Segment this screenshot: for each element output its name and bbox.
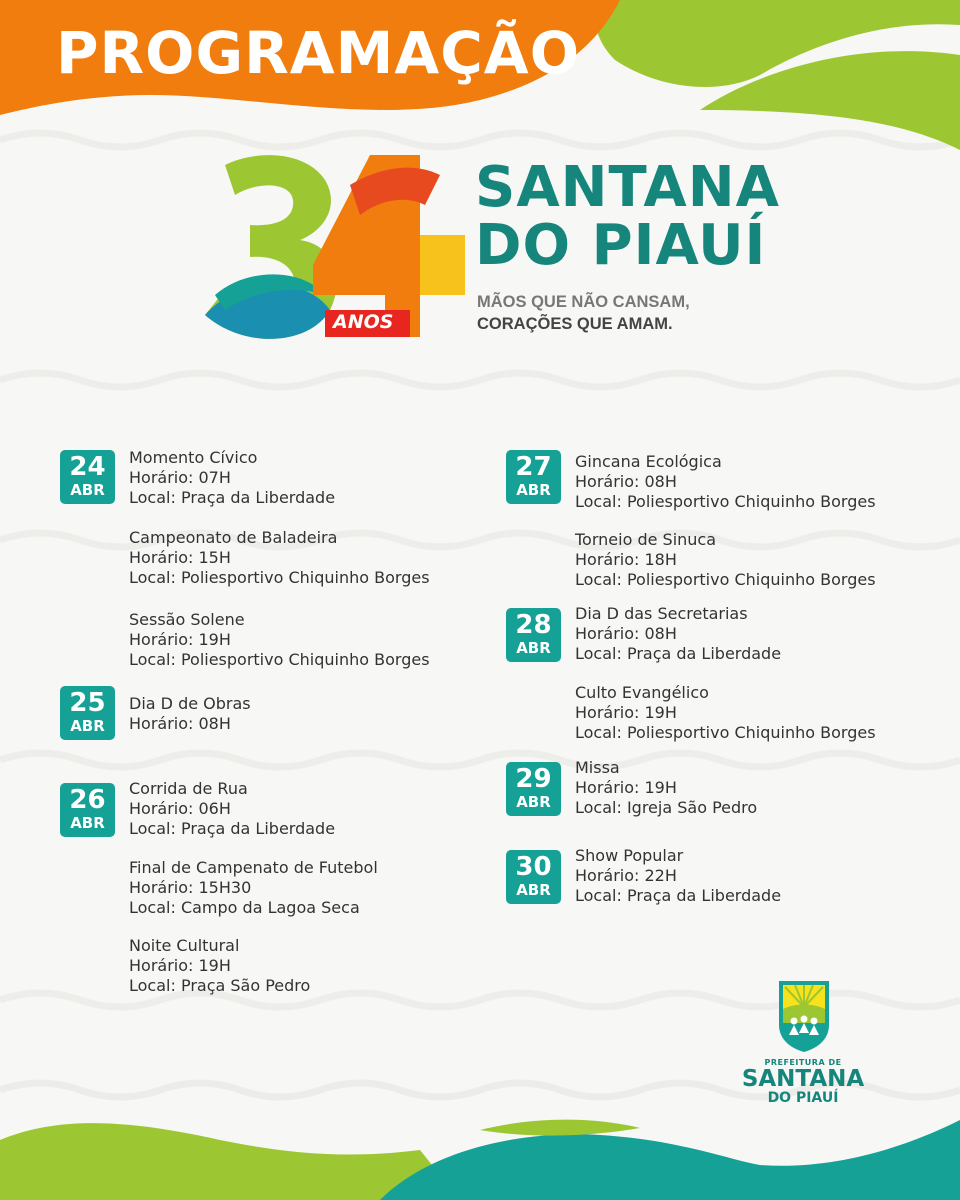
date-month: ABR [516,793,551,811]
event-place: Local: Praça da Liberdade [129,488,336,507]
date-day: 27 [515,452,552,482]
event-item [129,448,335,508]
event-time: Horário: 22H [575,866,677,885]
event-time: Horário: 08H [575,624,677,643]
event-title: Dia D de Obras [129,694,251,713]
event-place: Local: Praça da Liberdade [129,819,336,838]
event-title: Show Popular [575,846,684,865]
date-month: ABR [70,814,105,832]
event-place: Local: Campo da Lagoa Seca [129,898,360,917]
event-title: Noite Cultural [129,936,240,955]
event-item [129,610,430,670]
event-place: Local: Poliesportivo Chiquinho Borges [129,568,430,587]
event-title: Corrida de Rua [129,779,248,798]
city-name-line2: DO PIAUÍ [475,213,767,278]
date-day: 25 [69,688,106,718]
event-item [129,528,430,588]
slogan-line1: MÃOS QUE NÃO CANSAM, [477,293,690,311]
page-title: PROGRAMAÇÃO [56,19,580,87]
event-time: Horário: 19H [575,778,677,797]
event-title: Missa [575,758,620,777]
date-day: 26 [69,785,106,815]
event-place: Local: Praça São Pedro [129,976,311,995]
slogan-line2: CORAÇÕES QUE AMAM. [477,315,673,333]
event-item [575,846,781,906]
event-title: Final de Campenato de Futebol [129,858,378,877]
event-item [129,694,251,734]
date-month: ABR [516,639,551,657]
event-item [129,936,310,996]
event-item [575,452,876,512]
event-time: Horário: 15H [129,548,231,567]
event-item [575,530,876,590]
event-place: Local: Poliesportivo Chiquinho Borges [575,492,876,511]
event-title: Sessão Solene [129,610,245,629]
event-title: Campeonato de Baladeira [129,528,338,547]
event-time: Horário: 18H [575,550,677,569]
seal-city-name: SANTANA [741,1066,865,1092]
date-day: 29 [515,764,552,794]
event-title: Momento Cívico [129,448,258,467]
date-badge [60,686,115,740]
event-time: Horário: 19H [129,630,231,649]
event-title: Gincana Ecológica [575,452,722,471]
date-badge [506,450,561,504]
city-seal-icon [775,979,833,1053]
slogan [477,291,690,335]
city-name [475,155,780,278]
event-time: Horário: 08H [129,714,231,733]
date-badge [60,450,115,504]
event-place: Local: Praça da Liberdade [575,644,782,663]
event-time: Horário: 06H [129,799,231,818]
event-place: Local: Poliesportivo Chiquinho Borges [575,723,876,742]
event-item [575,683,876,743]
anniversary-logo [195,145,780,345]
date-month: ABR [516,881,551,899]
event-place: Local: Poliesportivo Chiquinho Borges [129,650,430,669]
event-place: Local: Poliesportivo Chiquinho Borges [575,570,876,589]
event-item [129,779,335,839]
seal-prefeitura-label: PREFEITURA DE [764,1058,842,1067]
event-time: Horário: 08H [575,472,677,491]
date-day: 28 [515,610,552,640]
prefeitura-logo [728,975,878,1110]
date-badge [506,762,561,816]
date-month: ABR [516,481,551,499]
city-name-line1: SANTANA [475,155,780,220]
date-month: ABR [70,717,105,735]
date-month: ABR [70,481,105,499]
event-time: Horário: 19H [575,703,677,722]
date-day: 30 [515,852,552,882]
date-badge [506,850,561,904]
event-item [129,858,378,918]
date-badge [60,783,115,837]
event-time: Horário: 19H [129,956,231,975]
event-title: Dia D das Secretarias [575,604,748,623]
event-time: Horário: 15H30 [129,878,252,897]
event-place: Local: Igreja São Pedro [575,798,758,817]
event-time: Horário: 07H [129,468,231,487]
event-item [575,604,781,664]
seal-city-state: DO PIAUÍ [767,1090,839,1106]
event-item [575,758,757,818]
event-title: Torneio de Sinuca [575,530,717,549]
date-day: 24 [69,452,106,482]
date-badge [506,608,561,662]
event-title: Culto Evangélico [575,683,709,702]
event-place: Local: Praça da Liberdade [575,886,782,905]
anos-label: ANOS [333,311,394,333]
